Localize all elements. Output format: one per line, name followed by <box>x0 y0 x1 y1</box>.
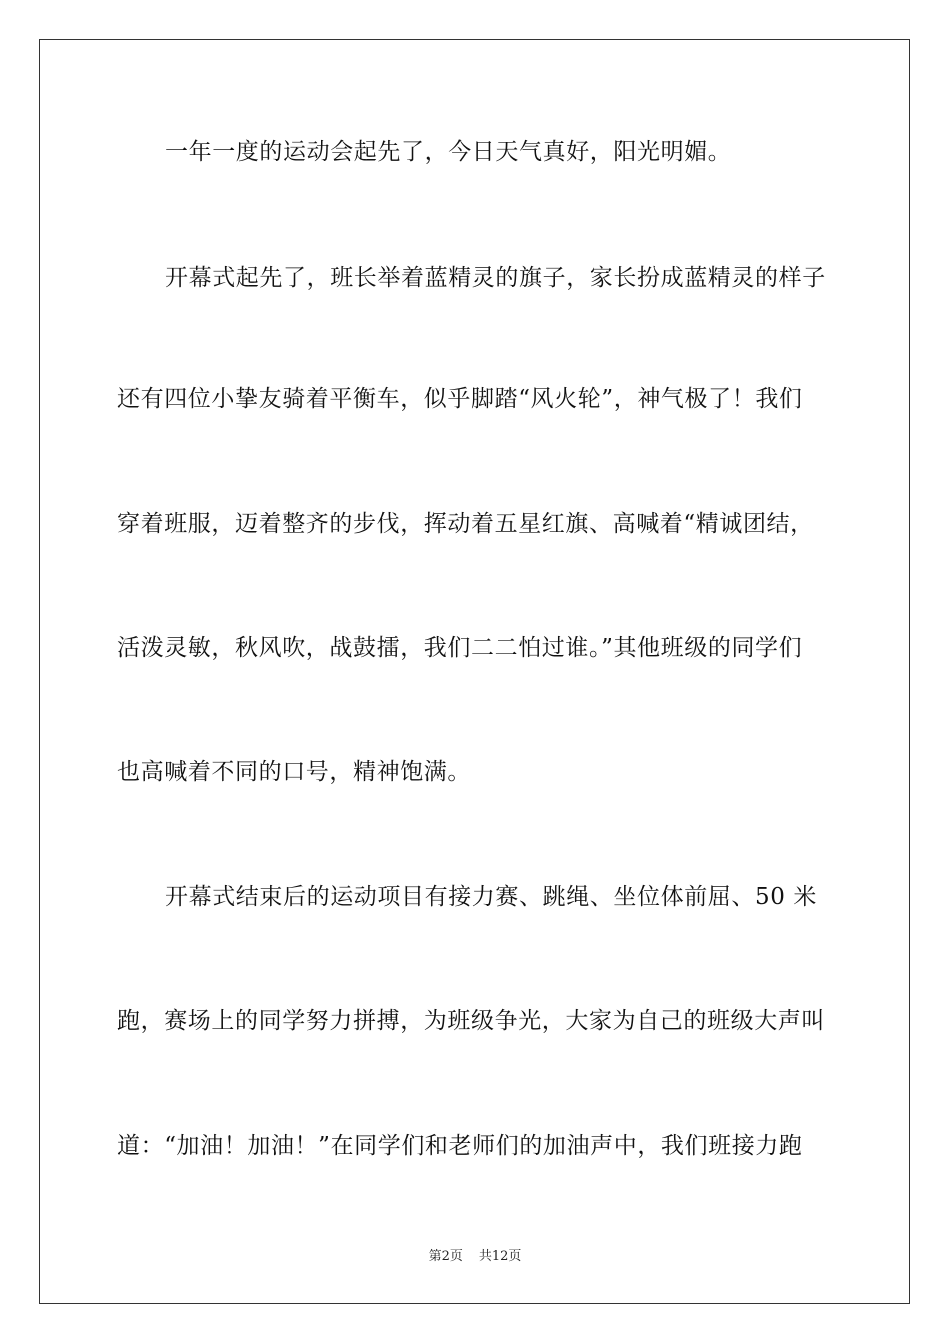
paragraph-line: 开幕式结束后的运动项目有接力赛、跳绳、坐位体前屈、50 米 <box>165 884 817 910</box>
page-number: 第2页 <box>428 1249 463 1264</box>
paragraph-line: 开幕式起先了，班长举着蓝精灵的旗子，家长扮成蓝精灵的样子 <box>165 265 826 291</box>
page-total: 共12页 <box>478 1249 522 1264</box>
paragraph-line: 道：“加油！加油！”在同学们和老师们的加油声中，我们班接力跑 <box>117 1133 803 1159</box>
paragraph-line: 还有四位小挚友骑着平衡车，似乎脚踏“风火轮”，神气极了！我们 <box>117 386 803 412</box>
paragraph-line: 也高喊着不同的口号，精神饱满。 <box>117 759 471 785</box>
paragraph-line: 穿着班服，迈着整齐的步伐，挥动着五星红旗、高喊着“精诚团结， <box>117 511 814 537</box>
paragraph-line: 跑，赛场上的同学努力拼搏，为班级争光，大家为自己的班级大声叫 <box>117 1008 825 1034</box>
page-footer <box>0 1248 950 1266</box>
page-border <box>39 39 910 1304</box>
paragraph-line: 活泼灵敏，秋风吹，战鼓擂，我们二二怕过谁。”其他班级的同学们 <box>117 635 803 661</box>
paragraph-line: 一年一度的运动会起先了，今日天气真好，阳光明媚。 <box>165 139 732 165</box>
